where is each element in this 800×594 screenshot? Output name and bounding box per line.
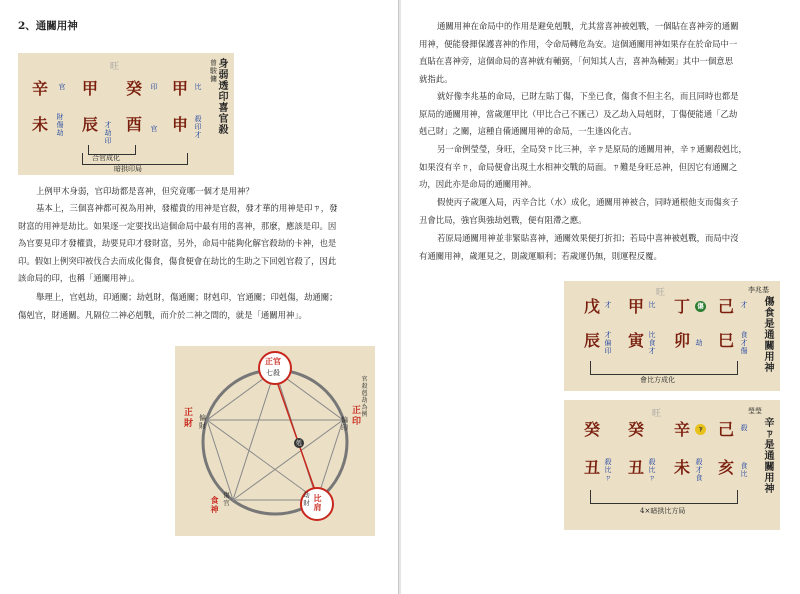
bottom-pillar: 辰 xyxy=(82,115,99,134)
bottom-tag: 才偏印 xyxy=(604,331,612,355)
five-element-star-figure xyxy=(175,346,375,536)
node-label-lower-left: 食神 xyxy=(210,495,219,514)
top-pillar: 己 xyxy=(718,297,735,316)
paragraph xyxy=(36,183,376,201)
paragraph xyxy=(419,230,781,265)
side-caption: 官殺剋劫為例 xyxy=(361,376,368,418)
bottom-tag: 官 xyxy=(150,125,158,133)
side-title: 身弱透印喜官殺 xyxy=(218,59,229,136)
bottom-tag: 財傷劫 xyxy=(56,113,64,137)
text-line: 財富的用神是劫比。如果逐一定要找出這個命局中最有用的喜神，那麼，應該是印。因 xyxy=(18,220,337,231)
center-mark: 剋 xyxy=(296,440,303,447)
side-title: 辛ㄗ是通關用神 xyxy=(764,418,775,495)
section-heading: 2、通關用神 xyxy=(18,20,78,32)
left-page xyxy=(0,0,399,594)
top-pillar: 甲 xyxy=(172,79,189,98)
bottom-tag: 殺才食 xyxy=(695,458,703,482)
side-title: 傷食是通關用神 xyxy=(764,297,775,374)
right-page xyxy=(401,0,800,594)
node-sublabel-lower-right: 劫財 xyxy=(303,491,310,507)
text-line: 就好像李兆基的命局，已財左貼丁傷，下坐已食，傷食不但主名，而且同時也都是 xyxy=(437,91,739,101)
text-line: 該命局的印，也稱「通關用神」。 xyxy=(18,273,140,284)
text-line: 原局的通關用神，當歲運甲比（甲比合己不匯己）及乙劫入局剋財，丁傷便能通「乙劫 xyxy=(419,108,738,119)
text-line: 如果沒有辛ㄗ，命局便會出現土水相神交戰的局面。ㄗ難是身旺忌神，但因它有通關之 xyxy=(419,161,738,172)
bottom-pillar: 亥 xyxy=(718,458,735,477)
bottom-pillar: 丑 xyxy=(628,458,645,477)
highlight-tag: ㄗ xyxy=(695,424,706,435)
top-pillar: 癸 xyxy=(584,420,601,439)
top-pillar: 戊 xyxy=(584,297,601,316)
top-tag: 才 xyxy=(740,301,748,309)
text-line: 另一命例瑩瑩，身旺，全局癸ㄗ比三神，辛ㄗ是原局的通關用神，辛ㄗ通關殺剋比， xyxy=(437,144,747,154)
node-label-left: 正財 xyxy=(183,408,193,429)
bracket-label: 會比方成化 xyxy=(640,376,675,384)
text-line: 直貼在喜神旁，這個命局的喜神就有輔弼，「何知其人吉，喜神為輔弼」其中一個意思 xyxy=(419,56,734,67)
chart-name: 李兆基 xyxy=(748,286,769,294)
top-pillar: 己 xyxy=(718,420,735,439)
text-line: 上例甲木身弱，官印劫都是喜神，但究竟哪一個才是用神？ xyxy=(36,186,254,196)
bazi-figure-1 xyxy=(18,53,234,175)
node-sublabel-left: 偏財 xyxy=(199,414,206,430)
bottom-tag: 殺比ㄗ xyxy=(604,458,612,482)
top-pillar: 甲 xyxy=(628,297,645,316)
text-line: 為官要見印才發權貴，劫要見印才發財富，另外，命局中能夠化解官殺劫的卡神，也是 xyxy=(18,238,337,249)
highlight-tag: 傷 xyxy=(695,301,706,312)
bottom-pillar: 辰 xyxy=(584,331,601,350)
bazi-figure-4 xyxy=(564,400,780,530)
top-pillar: 丁 xyxy=(674,297,691,316)
top-pillar: 辛 xyxy=(32,79,49,98)
text-line: 功，因此亦是命局的通關用神。 xyxy=(419,179,537,190)
text-line: 有通關用神，歲運見之，則歲運順利；若歲運仍無，則運程反覆。 xyxy=(419,250,662,261)
node-label-top: 正官 xyxy=(265,356,281,366)
top-tag: 殺 xyxy=(740,424,748,432)
bottom-tag: 才劫印 xyxy=(104,121,112,145)
paragraph xyxy=(419,88,781,141)
top-pillar: 甲 xyxy=(82,79,99,98)
chart-name: 瑩瑩 xyxy=(748,407,762,415)
node-sublabel-right: 偏印 xyxy=(341,416,348,432)
bottom-pillar: 巳 xyxy=(718,331,735,350)
top-tag: 比 xyxy=(194,83,202,91)
text-line: 舉理上，官剋劫，印通關；劫剋財，傷通關；財剋印，官通關；印剋傷，劫通關； xyxy=(36,292,338,302)
paragraph xyxy=(419,141,781,194)
text-line: 假使丙子歲運入局，丙辛合比（水）成化，通關用神被合，同時通根他支而傷亥子 xyxy=(437,197,739,207)
paragraph xyxy=(419,18,781,88)
text-line: 傷剋官，財通關。凡隔位二神必剋戰，而介於二神之間的，就是「通關用神」。 xyxy=(18,309,307,320)
bottom-pillar: 卯 xyxy=(674,331,691,350)
top-tag: 印 xyxy=(150,83,158,91)
bottom-pillar: 申 xyxy=(172,115,189,134)
text-line: 通關用神在命局中的作用是避免剋戰，尤其當喜神被剋戰，一個貼在喜神旁的通關 xyxy=(437,21,739,31)
bracket-label: 4×暗拱比方局 xyxy=(640,507,686,515)
top-tag: 才 xyxy=(604,301,612,309)
strong-mark: 旺 xyxy=(652,409,662,419)
bottom-tag: 比食才 xyxy=(648,331,656,355)
text-line: 基本上，三個喜神都可視為用神，發權貴的用神是官殺，發才華的用神是印ㄗ，發 xyxy=(36,203,338,213)
text-line: 若原局通關用神並非緊貼喜神，通關效果便打折扣；若局中喜神被剋戰，而局中沒 xyxy=(437,233,739,243)
text-line: 就指此。 xyxy=(419,73,453,84)
paragraph xyxy=(18,200,380,288)
bottom-pillar: 未 xyxy=(32,115,49,134)
bottom-tag: 食比 xyxy=(740,462,748,478)
paragraph xyxy=(18,289,380,324)
strong-mark: 旺 xyxy=(110,62,120,72)
node-label-lower-right: 比肩 xyxy=(313,493,322,512)
bottom-pillar: 寅 xyxy=(628,331,645,350)
bazi-figure-3 xyxy=(564,281,780,391)
top-tag: 比 xyxy=(648,301,656,309)
bottom-tag: 食才傷 xyxy=(740,331,748,355)
top-pillar: 癸 xyxy=(628,420,645,439)
node-label-right: 正印 xyxy=(351,406,361,427)
bracket-label: 合官成化 xyxy=(92,154,120,162)
node-sublabel-top: 七殺 xyxy=(266,369,280,377)
strong-mark: 旺 xyxy=(656,288,666,298)
bottom-tag: 劫 xyxy=(695,339,703,347)
top-pillar: 辛 xyxy=(674,420,691,439)
bracket-label: 暗拱印局 xyxy=(114,165,142,173)
bracket xyxy=(590,490,738,504)
text-line: 剋己財」之關，這種自備通關用神的命局，一生逢凶化吉。 xyxy=(419,126,637,137)
top-pillar: 癸 xyxy=(126,79,143,98)
paragraph xyxy=(419,194,781,229)
bracket xyxy=(590,361,738,375)
top-tag: 官 xyxy=(58,83,66,91)
text-line: 印。假如上例突印被伐合去而成化傷食，傷食便會在劫比的生助之下回剋官殺了，因此 xyxy=(18,255,337,266)
bottom-pillar: 未 xyxy=(674,458,691,477)
node-sublabel-lower-left: 傷官 xyxy=(223,491,230,507)
bottom-tag: 殺比ㄗ xyxy=(648,458,656,482)
side-name: 曾駿傭 xyxy=(210,59,217,83)
text-line: 用神，便能發揮保護喜神的作用，令命局轉危為安。這個通關用神如果存在於命局中一 xyxy=(419,38,738,49)
text-line: 丑會比局，強官與強劫剋戰，便有阻滯之應。 xyxy=(419,214,587,225)
bottom-tag: 殺印才 xyxy=(194,115,202,139)
bottom-pillar: 酉 xyxy=(126,115,143,134)
bottom-pillar: 丑 xyxy=(584,458,601,477)
